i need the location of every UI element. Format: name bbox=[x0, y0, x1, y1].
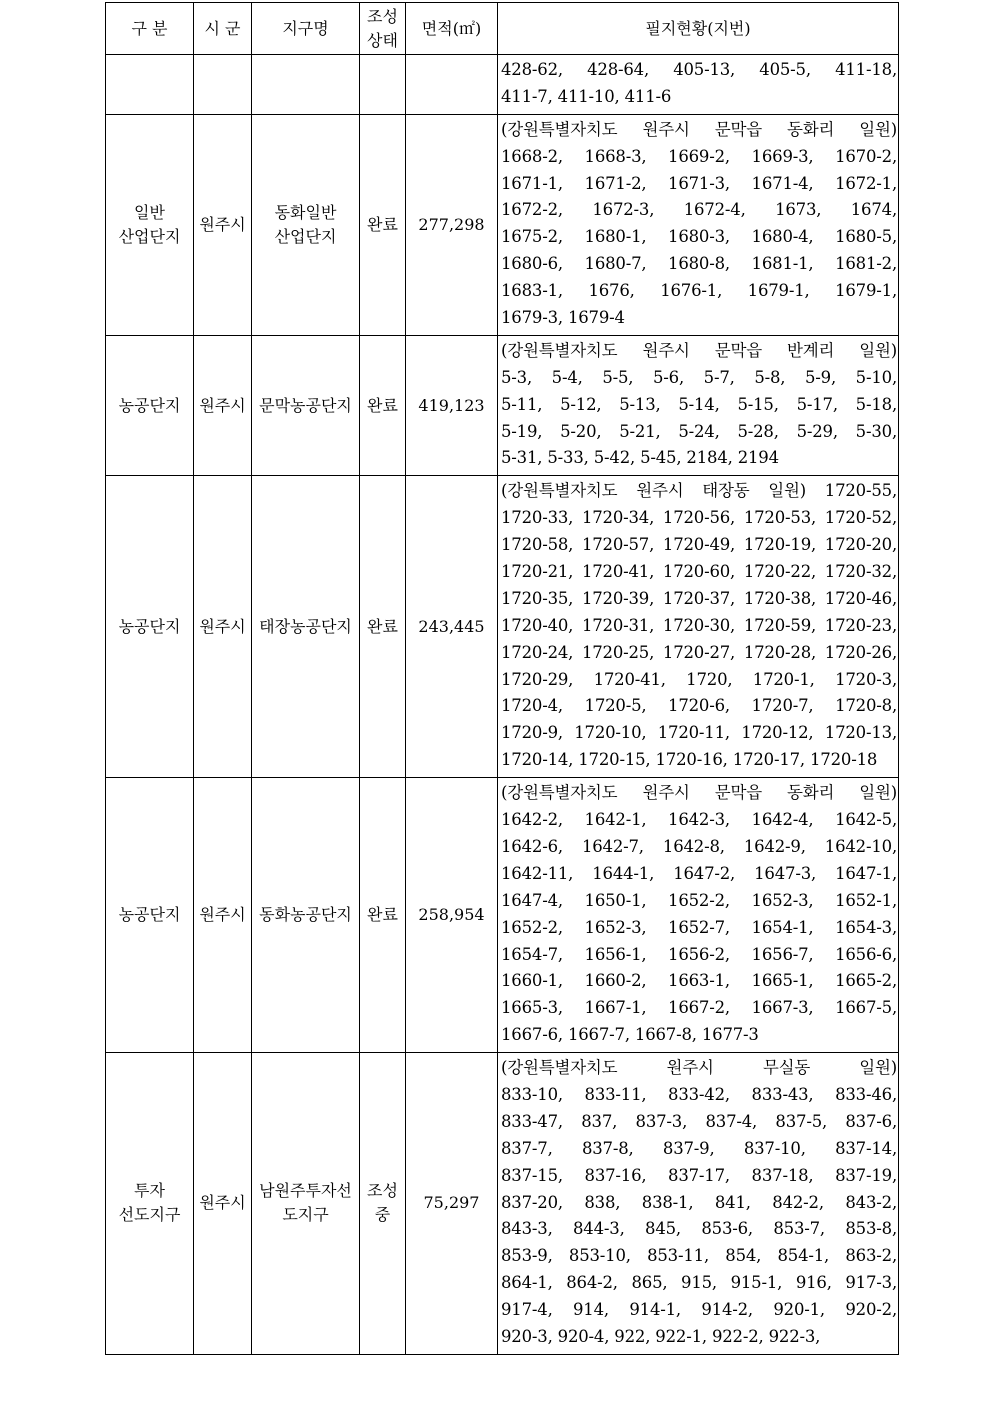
cell-area: 277,298 bbox=[406, 114, 498, 335]
cell-city: 원주시 bbox=[194, 476, 252, 778]
cell-category: 농공단지 bbox=[106, 335, 194, 475]
parcel-line: 1683-1, 1676, 1676-1, 1679-1, 1679-1, bbox=[501, 281, 897, 301]
parcel-line: 1675-2, 1680-1, 1680-3, 1680-4, 1680-5, bbox=[501, 227, 897, 247]
parcel-line: 1679-3, 1679-4 bbox=[501, 308, 625, 328]
cell-district: 남원주투자선 도지구 bbox=[252, 1053, 360, 1355]
cell-district: 동화농공단지 bbox=[252, 778, 360, 1053]
cell-status bbox=[360, 55, 406, 115]
cell-district: 동화일반 산업단지 bbox=[252, 114, 360, 335]
cell-status: 완료 bbox=[360, 335, 406, 475]
cell-city bbox=[194, 55, 252, 115]
parcel-line: 1667-6, 1667-7, 1667-8, 1677-3 bbox=[501, 1025, 759, 1045]
parcel-table bbox=[105, 2, 899, 1355]
parcel-line: 1668-2, 1668-3, 1669-2, 1669-3, 1670-2, bbox=[501, 146, 897, 166]
cell-status: 조성 중 bbox=[360, 1053, 406, 1355]
parcel-line: 1720-14, 1720-15, 1720-16, 1720-17, 1720-18 bbox=[501, 750, 878, 770]
cell-area: 243,445 bbox=[406, 476, 498, 778]
cell-category: 투자 선도지구 bbox=[106, 1053, 194, 1355]
parcel-line: 1720-29, 1720-41, 1720, 1720-1, 1720-3, bbox=[501, 669, 897, 689]
cell-parcels bbox=[498, 335, 899, 475]
parcel-line: 833-47, 837, 837-3, 837-4, 837-5, 837-6, bbox=[501, 1111, 897, 1131]
parcel-line: (강원특별자치도 원주시 태장동 일원) 1720-55, bbox=[501, 481, 897, 501]
table-header-row bbox=[106, 3, 899, 55]
parcel-line: 1671-1, 1671-2, 1671-3, 1671-4, 1672-1, bbox=[501, 173, 897, 193]
cell-status: 완료 bbox=[360, 778, 406, 1053]
cell-district: 태장농공단지 bbox=[252, 476, 360, 778]
parcel-line: 1642-2, 1642-1, 1642-3, 1642-4, 1642-5, bbox=[501, 810, 897, 830]
parcel-line: 1720-33, 1720-34, 1720-56, 1720-53, 1720-52, bbox=[501, 508, 897, 528]
parcel-line: 5-31, 5-33, 5-42, 5-45, 2184, 2194 bbox=[501, 448, 779, 468]
parcel-line: 1665-3, 1667-1, 1667-2, 1667-3, 1667-5, bbox=[501, 998, 897, 1018]
parcel-line: 1654-7, 1656-1, 1656-2, 1656-7, 1656-6, bbox=[501, 944, 897, 964]
header-district: 지구명 bbox=[252, 3, 360, 55]
parcel-line: (강원특별자치도 원주시 무실동 일원) bbox=[501, 1058, 897, 1078]
cell-city: 원주시 bbox=[194, 335, 252, 475]
cell-category: 일반 산업단지 bbox=[106, 114, 194, 335]
parcel-line: 1672-2, 1672-3, 1672-4, 1673, 1674, bbox=[501, 200, 897, 220]
header-city: 시 군 bbox=[194, 3, 252, 55]
cell-parcels bbox=[498, 114, 899, 335]
cell-district: 문막농공단지 bbox=[252, 335, 360, 475]
parcel-line: 411-7, 411-10, 411-6 bbox=[501, 86, 672, 106]
header-category: 구 분 bbox=[106, 3, 194, 55]
parcel-line: 837-20, 838, 838-1, 841, 842-2, 843-2, bbox=[501, 1192, 897, 1212]
header-parcels: 필지현황(지번) bbox=[498, 3, 899, 55]
parcel-line: 1720-24, 1720-25, 1720-27, 1720-28, 1720-26, bbox=[501, 642, 897, 662]
cell-city: 원주시 bbox=[194, 1053, 252, 1355]
header-area: 면적(㎡) bbox=[406, 3, 498, 55]
cell-area: 258,954 bbox=[406, 778, 498, 1053]
parcel-line: 1720-4, 1720-5, 1720-6, 1720-7, 1720-8, bbox=[501, 696, 897, 716]
parcel-line: (강원특별자치도 원주시 문막읍 동화리 일원) bbox=[501, 783, 897, 803]
table-row bbox=[106, 778, 899, 1053]
parcel-line: 864-1, 864-2, 865, 915, 915-1, 916, 917-3, bbox=[501, 1273, 897, 1293]
parcel-line: 1720-40, 1720-31, 1720-30, 1720-59, 1720-23, bbox=[501, 615, 897, 635]
cell-status: 완료 bbox=[360, 114, 406, 335]
parcel-line: 5-19, 5-20, 5-21, 5-24, 5-28, 5-29, 5-30, bbox=[501, 421, 897, 441]
table-row bbox=[106, 55, 899, 115]
parcel-line: 1647-4, 1650-1, 1652-2, 1652-3, 1652-1, bbox=[501, 890, 897, 910]
parcel-line: (강원특별자치도 원주시 문막읍 반계리 일원) bbox=[501, 340, 897, 360]
cell-category bbox=[106, 55, 194, 115]
cell-area: 75,297 bbox=[406, 1053, 498, 1355]
parcel-line: 1660-1, 1660-2, 1663-1, 1665-1, 1665-2, bbox=[501, 971, 897, 991]
cell-parcels bbox=[498, 476, 899, 778]
header-status: 조성 상태 bbox=[360, 3, 406, 55]
table-row bbox=[106, 335, 899, 475]
parcel-line: 1652-2, 1652-3, 1652-7, 1654-1, 1654-3, bbox=[501, 917, 897, 937]
cell-city: 원주시 bbox=[194, 114, 252, 335]
table-row bbox=[106, 1053, 899, 1355]
parcel-line: 1680-6, 1680-7, 1680-8, 1681-1, 1681-2, bbox=[501, 254, 897, 274]
parcel-line: 920-3, 920-4, 922, 922-1, 922-2, 922-3, bbox=[501, 1326, 821, 1346]
parcel-line: 837-7, 837-8, 837-9, 837-10, 837-14, bbox=[501, 1138, 897, 1158]
cell-area bbox=[406, 55, 498, 115]
cell-parcels bbox=[498, 1053, 899, 1355]
cell-area: 419,123 bbox=[406, 335, 498, 475]
parcel-line: 1720-35, 1720-39, 1720-37, 1720-38, 1720-46, bbox=[501, 588, 897, 608]
cell-category: 농공단지 bbox=[106, 476, 194, 778]
table-row bbox=[106, 476, 899, 778]
parcel-line: 843-3, 844-3, 845, 853-6, 853-7, 853-8, bbox=[501, 1219, 897, 1239]
parcel-line: 833-10, 833-11, 833-42, 833-43, 833-46, bbox=[501, 1084, 897, 1104]
cell-category: 농공단지 bbox=[106, 778, 194, 1053]
table-row bbox=[106, 114, 899, 335]
cell-district bbox=[252, 55, 360, 115]
parcel-line: 917-4, 914, 914-1, 914-2, 920-1, 920-2, bbox=[501, 1300, 897, 1320]
parcel-line: 428-62, 428-64, 405-13, 405-5, 411-18, bbox=[501, 60, 897, 79]
parcel-line: 837-15, 837-16, 837-17, 837-18, 837-19, bbox=[501, 1165, 897, 1185]
cell-status: 완료 bbox=[360, 476, 406, 778]
parcel-line: 1720-58, 1720-57, 1720-49, 1720-19, 1720-20, bbox=[501, 535, 897, 555]
parcel-line: 853-9, 853-10, 853-11, 854, 854-1, 863-2, bbox=[501, 1246, 897, 1266]
parcel-line: 5-11, 5-12, 5-13, 5-14, 5-15, 5-17, 5-18, bbox=[501, 394, 897, 414]
parcel-line: 1642-11, 1644-1, 1647-2, 1647-3, 1647-1, bbox=[501, 863, 897, 883]
cell-parcels bbox=[498, 778, 899, 1053]
parcel-line: (강원특별자치도 원주시 문막읍 동화리 일원) bbox=[501, 119, 897, 139]
cell-parcels bbox=[498, 55, 899, 115]
parcel-line: 5-3, 5-4, 5-5, 5-6, 5-7, 5-8, 5-9, 5-10, bbox=[501, 367, 897, 387]
parcel-line: 1720-21, 1720-41, 1720-60, 1720-22, 1720-32, bbox=[501, 562, 897, 582]
parcel-line: 1720-9, 1720-10, 1720-11, 1720-12, 1720-13, bbox=[501, 723, 897, 743]
cell-city: 원주시 bbox=[194, 778, 252, 1053]
parcel-line: 1642-6, 1642-7, 1642-8, 1642-9, 1642-10, bbox=[501, 836, 897, 856]
